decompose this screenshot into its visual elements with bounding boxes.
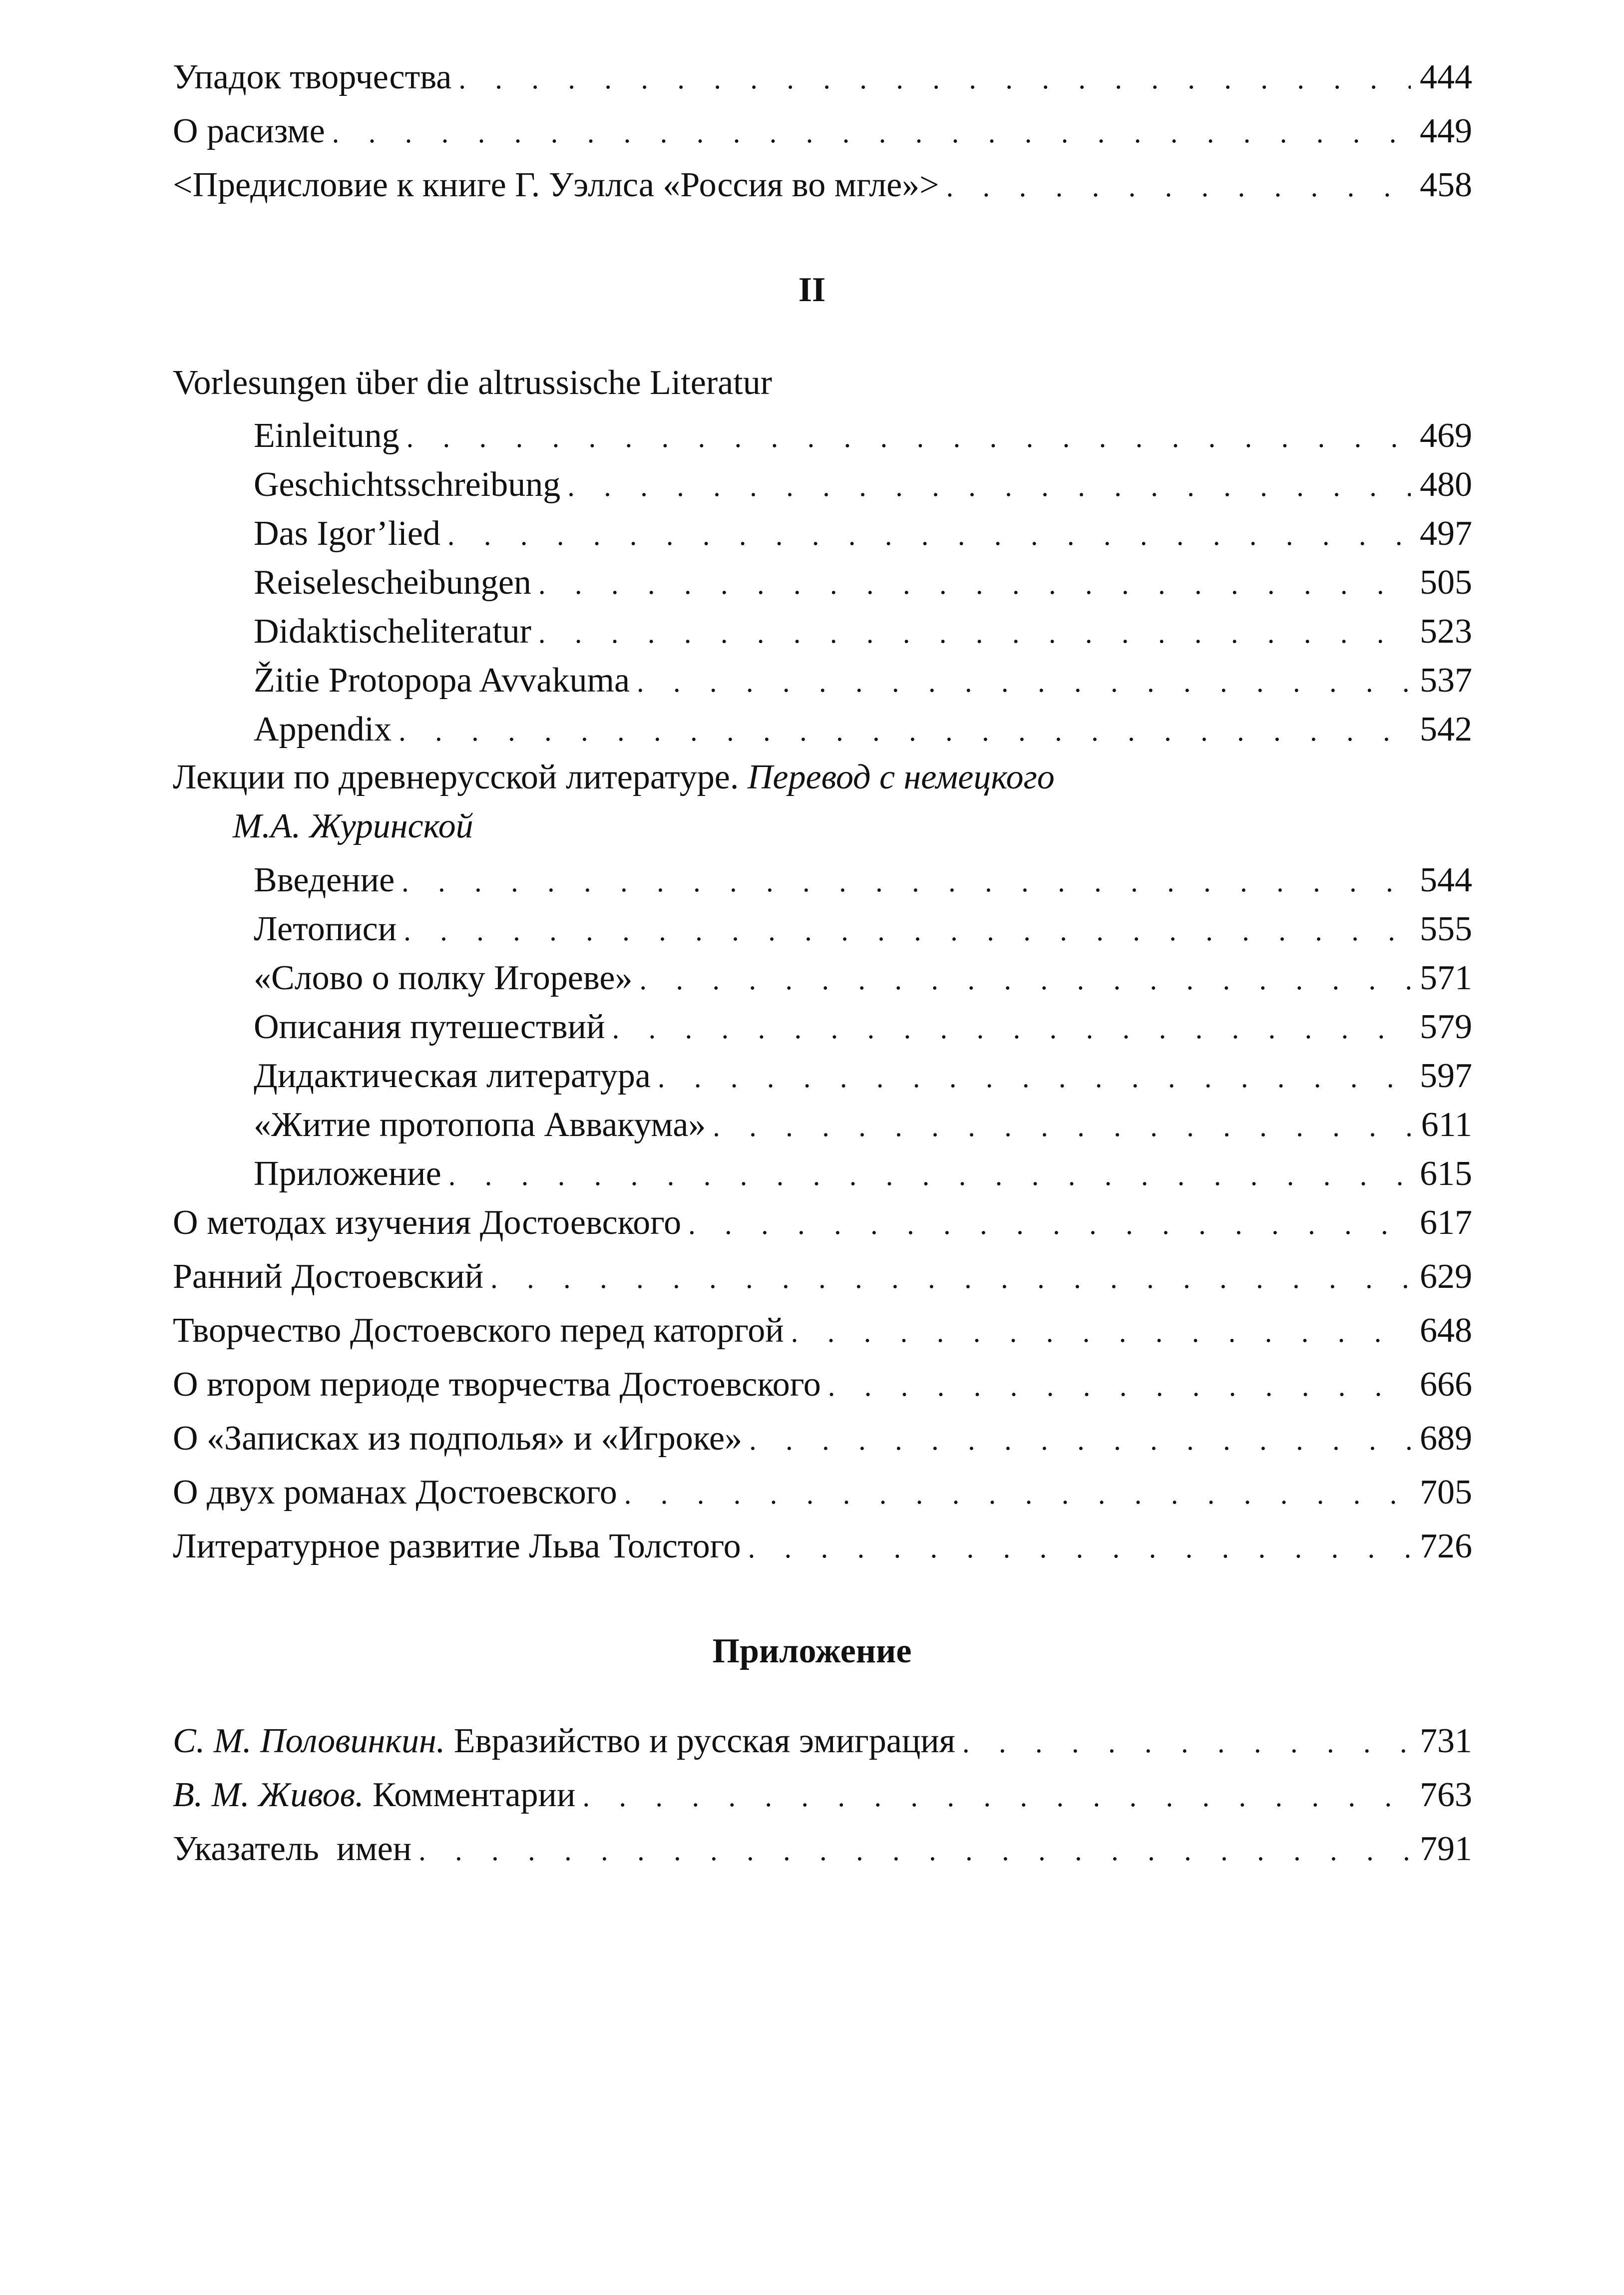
part-heading: II — [798, 271, 826, 309]
dot-leader — [791, 1318, 1411, 1347]
toc-entry-title — [173, 1724, 955, 1759]
dot-leader — [688, 1210, 1411, 1239]
toc-group-title[interactable] — [173, 760, 1055, 795]
toc-entry-title: О методах изучения Достоевского — [173, 1203, 682, 1242]
toc-subentry[interactable] — [254, 1010, 1472, 1045]
toc-entry-page: 555 — [1420, 910, 1472, 948]
toc-entry-author: С. М. Половинкин. — [173, 1722, 445, 1760]
toc-subentry[interactable] — [254, 712, 1472, 747]
toc-entry-title: Описания путешествий — [254, 1008, 605, 1046]
toc-entry[interactable] — [173, 114, 1472, 149]
toc-entry[interactable] — [173, 1475, 1472, 1510]
toc-entry-title: Geschichtsschreibung — [254, 465, 561, 504]
dot-leader — [637, 668, 1411, 697]
dot-leader — [332, 118, 1411, 147]
toc-entry-page: 597 — [1420, 1057, 1472, 1095]
toc-subentry[interactable] — [254, 863, 1472, 898]
dot-leader — [946, 172, 1411, 201]
toc-entry-page: 705 — [1420, 1473, 1472, 1512]
toc-entry-title: Летописи — [254, 910, 397, 948]
toc-entry[interactable] — [173, 60, 1472, 95]
toc-entry-page: 449 — [1420, 112, 1472, 150]
toc-entry-title: О двух романах Достоевского — [173, 1473, 617, 1512]
toc-entry[interactable] — [173, 1313, 1472, 1348]
dot-leader — [639, 965, 1411, 994]
toc-subentry[interactable] — [254, 565, 1472, 600]
toc-subentry[interactable] — [254, 1108, 1472, 1143]
toc-entry-page: 505 — [1420, 563, 1472, 602]
toc-entry-title: Ранний Достоевский — [173, 1257, 484, 1296]
toc-entry-title: Указатель имен — [173, 1830, 412, 1868]
dot-leader — [404, 916, 1411, 945]
toc-entry-title: Didaktischeliteratur — [254, 612, 531, 651]
dot-leader — [447, 521, 1411, 550]
dot-leader — [713, 1112, 1412, 1141]
toc-entry-title-text: Комментарии — [373, 1776, 576, 1814]
toc-entry-title: Литературное развитие Льва Толстого — [173, 1527, 741, 1565]
toc-subentry[interactable] — [254, 663, 1472, 698]
toc-entry-page: 617 — [1420, 1203, 1472, 1242]
toc-entry-page: 542 — [1420, 710, 1472, 749]
toc-entry-page: 480 — [1420, 465, 1472, 504]
toc-entry-page: 571 — [1420, 959, 1472, 997]
dot-leader — [402, 867, 1411, 896]
toc-entry-page: 629 — [1420, 1257, 1472, 1296]
toc-entry-author: В. М. Живов. — [173, 1776, 364, 1814]
toc-entry[interactable] — [173, 1832, 1472, 1867]
toc-subentry[interactable] — [254, 467, 1472, 502]
toc-entry-page: 763 — [1420, 1776, 1472, 1814]
translator-note: Перевод с немецкого — [747, 758, 1055, 796]
dot-leader — [658, 1063, 1411, 1092]
toc-entry-title: «Житие протопопа Аввакума» — [254, 1106, 706, 1144]
toc-entry-title: О расизме — [173, 112, 325, 150]
toc-entry-page: 497 — [1420, 514, 1472, 553]
dot-leader — [962, 1728, 1411, 1757]
toc-entry[interactable] — [173, 1367, 1472, 1402]
toc-subentry[interactable] — [254, 912, 1472, 947]
toc-entry[interactable] — [173, 1205, 1472, 1240]
toc-entry-page: 537 — [1420, 661, 1472, 700]
toc-entry[interactable] — [173, 1421, 1472, 1456]
toc-entry-title: «Слово о полку Игореве» — [254, 959, 633, 997]
toc-entry-title: Творчество Достоевского перед каторгой — [173, 1311, 784, 1350]
dot-leader — [490, 1264, 1411, 1293]
dot-leader — [612, 1014, 1411, 1043]
appendix-heading: Приложение — [712, 1632, 912, 1670]
toc-entry-title: О втором периоде творчества Достоевского — [173, 1365, 821, 1404]
toc-subentry[interactable] — [254, 614, 1472, 649]
toc-entry-page: 458 — [1420, 166, 1472, 204]
toc-entry-page: 689 — [1420, 1419, 1472, 1458]
toc-entry-title: Appendix — [254, 710, 392, 749]
translator-name: М.А. Журинской — [233, 807, 473, 845]
toc-entry-title: Žitie Protopopa Avvakuma — [254, 661, 630, 700]
toc-entry[interactable] — [173, 1259, 1472, 1294]
toc-entry-title-text: Евразийство и русская эмиграция — [453, 1722, 955, 1760]
toc-entry-page: 469 — [1420, 416, 1472, 455]
dot-leader — [748, 1533, 1411, 1562]
toc-subentry[interactable] — [254, 1156, 1472, 1191]
toc-entry-title: <Предисловие к книге Г. Уэллса «Россия во мгле»> — [173, 166, 939, 204]
toc-entry-page: 648 — [1420, 1311, 1472, 1350]
toc-entry-title: Reiselescheibungen — [254, 563, 531, 602]
dot-leader — [538, 570, 1411, 599]
dot-leader — [624, 1480, 1411, 1509]
toc-entry[interactable] — [173, 1724, 1472, 1759]
toc-entry-title: Упадок творчества — [173, 58, 452, 96]
toc-group-title[interactable]: Vorlesungen über die altrussische Literatur — [173, 364, 773, 402]
toc-entry-page: 731 — [1420, 1722, 1472, 1760]
toc-subentry[interactable] — [254, 516, 1472, 551]
dot-leader — [458, 64, 1411, 93]
toc-entry-page: 791 — [1420, 1830, 1472, 1868]
toc-group-title-text: Лекции по древнерусской литературе. — [173, 758, 739, 796]
toc-entry-page: 523 — [1420, 612, 1472, 651]
toc-entry-title: Einleitung — [254, 416, 400, 455]
toc-entry[interactable] — [173, 1529, 1472, 1564]
toc-entry-title — [173, 1778, 575, 1813]
dot-leader — [749, 1426, 1411, 1455]
dot-leader — [582, 1782, 1411, 1811]
toc-subentry[interactable] — [254, 961, 1472, 996]
dot-leader — [406, 423, 1411, 452]
toc-subentry[interactable] — [254, 1059, 1472, 1094]
toc-entry-page: 579 — [1420, 1008, 1472, 1046]
toc-entry-title: О «Записках из подполья» и «Игроке» — [173, 1419, 743, 1458]
toc-entry-title: Приложение — [254, 1154, 441, 1193]
toc-entry-page: 666 — [1420, 1365, 1472, 1404]
toc-entry-title: Введение — [254, 861, 395, 899]
toc-entry[interactable] — [173, 1778, 1472, 1813]
dot-leader — [567, 472, 1411, 501]
dot-leader — [448, 1161, 1411, 1190]
dot-leader — [399, 717, 1411, 746]
toc-subentry[interactable] — [254, 418, 1472, 453]
toc-entry-page: 444 — [1420, 58, 1472, 96]
toc-entry-title: Das Igor’lied — [254, 514, 440, 553]
dot-leader — [828, 1372, 1411, 1401]
toc-entry-page: 544 — [1420, 861, 1472, 899]
toc-entry-page: 615 — [1420, 1154, 1472, 1193]
toc-entry-page: 611 — [1421, 1106, 1472, 1144]
toc-entry-title: Дидактическая литература — [254, 1057, 651, 1095]
toc-entry-page: 726 — [1420, 1527, 1472, 1565]
toc-entry[interactable] — [173, 168, 1472, 203]
dot-leader — [538, 619, 1411, 648]
dot-leader — [418, 1836, 1411, 1865]
